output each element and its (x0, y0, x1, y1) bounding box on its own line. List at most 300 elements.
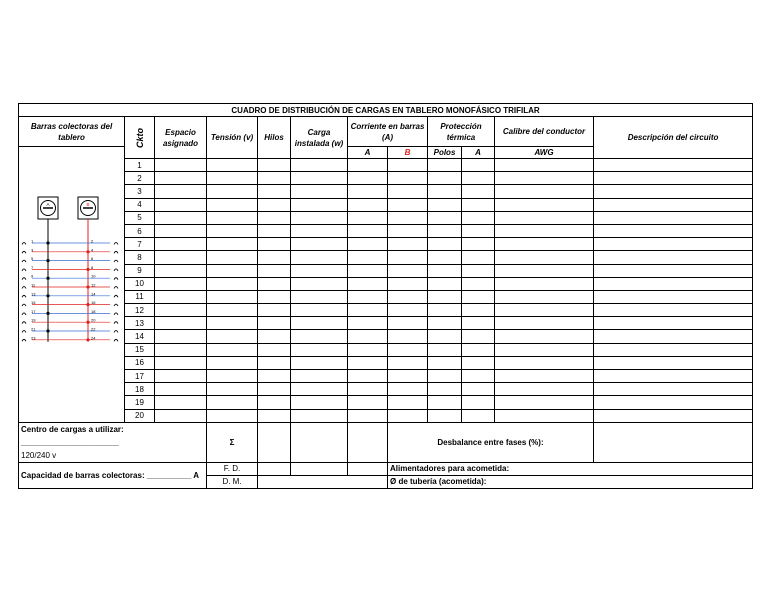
carga-cell[interactable] (291, 356, 348, 369)
calibre-cell[interactable] (495, 330, 594, 343)
breaker-a-icon-label: A (46, 202, 50, 207)
bus-tap-dot (86, 250, 89, 253)
terminal-icon (114, 243, 118, 245)
polos-cell[interactable] (428, 330, 462, 343)
hilos-cell[interactable] (258, 277, 291, 290)
corriente-a-cell[interactable] (348, 238, 388, 251)
circuit-row (19, 343, 753, 356)
hilos-cell[interactable] (258, 185, 291, 198)
hilos-cell[interactable] (258, 409, 291, 422)
hilos-cell[interactable] (258, 304, 291, 317)
carga-cell[interactable] (291, 330, 348, 343)
espacio-cell[interactable] (155, 211, 207, 224)
hilos-cell[interactable] (258, 159, 291, 172)
left-circuit-number: 7 (31, 264, 34, 270)
circuit-number: 9 (125, 264, 155, 277)
corriente-a-cell[interactable] (348, 304, 388, 317)
amperes-cell[interactable] (462, 343, 495, 356)
amperes-cell[interactable] (462, 330, 495, 343)
espacio-cell[interactable] (155, 370, 207, 383)
header-descripcion: Descripción del circuito (594, 117, 753, 159)
corriente-b-cell[interactable] (388, 277, 428, 290)
circuit-row (19, 409, 753, 422)
amperes-cell[interactable] (462, 383, 495, 396)
carga-cell[interactable] (291, 238, 348, 251)
tension-cell[interactable] (207, 211, 258, 224)
circuit-row (19, 238, 753, 251)
espacio-cell[interactable] (155, 198, 207, 211)
polos-cell[interactable] (428, 383, 462, 396)
hilos-cell[interactable] (258, 317, 291, 330)
amperes-cell[interactable] (462, 396, 495, 409)
circuit-row (19, 224, 753, 237)
circuit-row (19, 317, 753, 330)
calibre-cell[interactable] (495, 198, 594, 211)
polos-cell[interactable] (428, 277, 462, 290)
hilos-cell[interactable] (258, 211, 291, 224)
amperes-cell[interactable] (462, 251, 495, 264)
polos-cell[interactable] (428, 409, 462, 422)
corriente-a-cell[interactable] (348, 198, 388, 211)
carga-cell[interactable] (291, 211, 348, 224)
bus-tap-dot (86, 321, 89, 324)
descripcion-cell[interactable] (594, 343, 753, 356)
desbalance-cell: Desbalance entre fases (%): (388, 422, 594, 462)
amperes-cell[interactable] (462, 277, 495, 290)
header-ckto (125, 117, 155, 159)
hilos-cell[interactable] (258, 356, 291, 369)
left-circuit-number: 15 (31, 300, 36, 306)
sigma-carga (258, 422, 291, 462)
left-circuit-number: 19 (31, 317, 36, 323)
left-circuit-number: 21 (31, 326, 36, 332)
calibre-cell[interactable] (495, 304, 594, 317)
right-circuit-number: 10 (91, 273, 96, 279)
tension-cell[interactable] (207, 185, 258, 198)
polos-cell[interactable] (428, 356, 462, 369)
left-circuit-number: 23 (31, 335, 36, 341)
circuit-number: 5 (125, 211, 155, 224)
descripcion-cell[interactable] (594, 172, 753, 185)
circuit-number: 6 (125, 224, 155, 237)
circuit-row (19, 159, 753, 172)
ckto-label: Ckto (134, 127, 145, 148)
circuit-row (19, 383, 753, 396)
load-table (18, 103, 753, 489)
tension-cell[interactable] (207, 383, 258, 396)
polos-cell[interactable] (428, 185, 462, 198)
calibre-cell[interactable] (495, 251, 594, 264)
right-circuit-number: 12 (91, 282, 96, 288)
corriente-a-cell[interactable] (348, 383, 388, 396)
header-calibre: Calibre del conductor (495, 117, 594, 147)
terminal-icon (22, 278, 26, 280)
descripcion-cell[interactable] (594, 383, 753, 396)
right-circuit-number: 6 (91, 256, 94, 262)
dm-value (258, 475, 388, 488)
amperes-cell[interactable] (462, 172, 495, 185)
amperes-cell[interactable] (462, 211, 495, 224)
right-circuit-number: 22 (91, 326, 96, 332)
corriente-b-cell[interactable] (388, 172, 428, 185)
polos-cell[interactable] (428, 172, 462, 185)
terminal-icon (114, 322, 118, 324)
carga-cell[interactable] (291, 370, 348, 383)
tension-cell[interactable] (207, 251, 258, 264)
carga-cell[interactable] (291, 198, 348, 211)
left-circuit-number: 17 (31, 308, 36, 314)
hilos-cell[interactable] (258, 370, 291, 383)
calibre-cell[interactable] (495, 356, 594, 369)
centro-label: Centro de cargas a utilizar: ______________________ (21, 424, 124, 447)
header-proteccion: Protección térmica (428, 117, 495, 147)
left-circuit-number: 1 (31, 238, 34, 244)
tension-cell[interactable] (207, 343, 258, 356)
circuit-row (19, 172, 753, 185)
amperes-cell[interactable] (462, 356, 495, 369)
circuit-number: 8 (125, 251, 155, 264)
fd-a (291, 462, 348, 475)
circuit-number: 17 (125, 370, 155, 383)
descripcion-cell[interactable] (594, 264, 753, 277)
hilos-cell[interactable] (258, 238, 291, 251)
corriente-a-cell[interactable] (348, 159, 388, 172)
carga-cell[interactable] (291, 251, 348, 264)
corriente-a-cell[interactable] (348, 251, 388, 264)
hilos-cell[interactable] (258, 383, 291, 396)
terminal-icon (114, 304, 118, 306)
corriente-a-cell[interactable] (348, 330, 388, 343)
circuit-number: 3 (125, 185, 155, 198)
corriente-a-cell[interactable] (348, 370, 388, 383)
corriente-a-cell[interactable] (348, 224, 388, 237)
circuit-number: 2 (125, 172, 155, 185)
espacio-cell[interactable] (155, 251, 207, 264)
corriente-b-cell[interactable] (388, 383, 428, 396)
descripcion-cell[interactable] (594, 396, 753, 409)
espacio-cell[interactable] (155, 356, 207, 369)
descripcion-cell[interactable] (594, 198, 753, 211)
amperes-cell[interactable] (462, 370, 495, 383)
amperes-cell[interactable] (462, 198, 495, 211)
circuit-row (19, 370, 753, 383)
descripcion-cell[interactable] (594, 290, 753, 303)
tension-cell[interactable] (207, 356, 258, 369)
terminal-icon (22, 331, 26, 333)
corriente-b-cell[interactable] (388, 211, 428, 224)
corriente-b-cell[interactable] (388, 304, 428, 317)
calibre-cell[interactable] (495, 383, 594, 396)
carga-cell[interactable] (291, 185, 348, 198)
descripcion-cell[interactable] (594, 251, 753, 264)
descripcion-cell[interactable] (594, 330, 753, 343)
bus-tap-dot (46, 329, 49, 332)
tension-cell[interactable] (207, 224, 258, 237)
busbar-diagram (18, 146, 124, 421)
hilos-cell[interactable] (258, 172, 291, 185)
left-circuit-number: 9 (31, 273, 34, 279)
espacio-cell[interactable] (155, 396, 207, 409)
circuit-row (19, 356, 753, 369)
circuit-number: 4 (125, 198, 155, 211)
tension-cell[interactable] (207, 264, 258, 277)
amperes-cell[interactable] (462, 317, 495, 330)
corriente-a-cell[interactable] (348, 264, 388, 277)
carga-cell[interactable] (291, 264, 348, 277)
espacio-cell[interactable] (155, 159, 207, 172)
circuit-row (19, 211, 753, 224)
descripcion-cell[interactable] (594, 370, 753, 383)
calibre-cell[interactable] (495, 290, 594, 303)
right-circuit-number: 20 (91, 317, 96, 323)
circuit-row (19, 251, 753, 264)
calibre-cell[interactable] (495, 264, 594, 277)
capacidad-cell: Capacidad de barras colectoras: __________ A (19, 462, 207, 488)
corriente-b-cell[interactable] (388, 330, 428, 343)
hilos-cell[interactable] (258, 198, 291, 211)
right-circuit-number: 2 (91, 238, 94, 244)
amperes-cell[interactable] (462, 224, 495, 237)
polos-cell[interactable] (428, 198, 462, 211)
tension-cell[interactable] (207, 198, 258, 211)
calibre-cell[interactable] (495, 409, 594, 422)
circuit-number: 10 (125, 277, 155, 290)
descripcion-cell[interactable] (594, 238, 753, 251)
corriente-a-cell[interactable] (348, 356, 388, 369)
circuit-row (19, 198, 753, 211)
sigma-b (348, 422, 388, 462)
terminal-icon (114, 260, 118, 262)
corriente-b-cell[interactable] (388, 317, 428, 330)
descripcion-cell[interactable] (594, 224, 753, 237)
polos-cell[interactable] (428, 304, 462, 317)
calibre-cell[interactable] (495, 396, 594, 409)
terminal-icon (22, 260, 26, 262)
corriente-b-cell[interactable] (388, 370, 428, 383)
tension-cell[interactable] (207, 290, 258, 303)
dm-label: D. M. (207, 475, 258, 488)
espacio-cell[interactable] (155, 224, 207, 237)
subheader-polos: Polos (428, 147, 462, 159)
calibre-cell[interactable] (495, 224, 594, 237)
corriente-b-cell[interactable] (388, 409, 428, 422)
left-circuit-number: 11 (31, 282, 36, 288)
espacio-cell[interactable] (155, 304, 207, 317)
terminal-icon (22, 339, 26, 341)
corriente-a-cell[interactable] (348, 290, 388, 303)
polos-cell[interactable] (428, 159, 462, 172)
tension-cell[interactable] (207, 172, 258, 185)
polos-cell[interactable] (428, 264, 462, 277)
polos-cell[interactable] (428, 290, 462, 303)
espacio-cell[interactable] (155, 277, 207, 290)
hilos-cell[interactable] (258, 290, 291, 303)
carga-cell[interactable] (291, 383, 348, 396)
carga-cell[interactable] (291, 224, 348, 237)
tension-cell[interactable] (207, 396, 258, 409)
tension-cell[interactable] (207, 159, 258, 172)
polos-cell[interactable] (428, 251, 462, 264)
circuit-number: 14 (125, 330, 155, 343)
terminal-icon (114, 339, 118, 341)
espacio-cell[interactable] (155, 317, 207, 330)
corriente-b-cell[interactable] (388, 356, 428, 369)
espacio-cell[interactable] (155, 330, 207, 343)
amperes-cell[interactable] (462, 409, 495, 422)
bus-tap-dot (46, 241, 49, 244)
calibre-cell[interactable] (495, 277, 594, 290)
descripcion-cell[interactable] (594, 317, 753, 330)
espacio-cell[interactable] (155, 343, 207, 356)
descripcion-cell[interactable] (594, 304, 753, 317)
descripcion-cell[interactable] (594, 211, 753, 224)
bus-tap-dot (46, 259, 49, 262)
alimentadores-cell: Alimentadores para acometida: (388, 462, 753, 475)
polos-cell[interactable] (428, 224, 462, 237)
circuit-number: 12 (125, 304, 155, 317)
descripcion-cell[interactable] (594, 277, 753, 290)
corriente-b-cell[interactable] (388, 238, 428, 251)
calibre-cell[interactable] (495, 172, 594, 185)
amperes-cell[interactable] (462, 304, 495, 317)
fd-label: F. D. (207, 462, 258, 475)
hilos-cell[interactable] (258, 264, 291, 277)
terminal-icon (22, 269, 26, 271)
carga-cell[interactable] (291, 159, 348, 172)
corriente-b-cell[interactable] (388, 290, 428, 303)
hilos-cell[interactable] (258, 224, 291, 237)
corriente-b-cell[interactable] (388, 343, 428, 356)
tension-cell[interactable] (207, 238, 258, 251)
circuit-number: 19 (125, 396, 155, 409)
amperes-cell[interactable] (462, 185, 495, 198)
amperes-cell[interactable] (462, 159, 495, 172)
terminal-icon (114, 313, 118, 315)
bus-tap-dot (86, 303, 89, 306)
tension-cell[interactable] (207, 409, 258, 422)
corriente-b-cell[interactable] (388, 185, 428, 198)
corriente-b-cell[interactable] (388, 159, 428, 172)
corriente-a-cell[interactable] (348, 211, 388, 224)
calibre-cell[interactable] (495, 211, 594, 224)
left-circuit-number: 5 (31, 256, 34, 262)
tension-cell[interactable] (207, 317, 258, 330)
carga-cell[interactable] (291, 317, 348, 330)
corriente-b-cell[interactable] (388, 224, 428, 237)
corriente-a-cell[interactable] (348, 409, 388, 422)
hilos-cell[interactable] (258, 251, 291, 264)
polos-cell[interactable] (428, 396, 462, 409)
calibre-cell[interactable] (495, 238, 594, 251)
terminal-icon (22, 322, 26, 324)
corriente-a-cell[interactable] (348, 343, 388, 356)
espacio-cell[interactable] (155, 383, 207, 396)
espacio-cell[interactable] (155, 264, 207, 277)
right-circuit-number: 18 (91, 308, 96, 314)
amperes-cell[interactable] (462, 238, 495, 251)
circuit-row (19, 330, 753, 343)
espacio-cell[interactable] (155, 185, 207, 198)
desbalance-value (594, 422, 753, 462)
right-circuit-number: 4 (91, 247, 94, 253)
carga-cell[interactable] (291, 343, 348, 356)
amperes-cell[interactable] (462, 290, 495, 303)
load-distribution-sheet (18, 103, 752, 488)
espacio-cell[interactable] (155, 290, 207, 303)
terminal-icon (22, 304, 26, 306)
corriente-a-cell[interactable] (348, 277, 388, 290)
terminal-icon (114, 295, 118, 297)
corriente-a-cell[interactable] (348, 172, 388, 185)
corriente-a-cell[interactable] (348, 396, 388, 409)
bus-tap-dot (46, 277, 49, 280)
descripcion-cell[interactable] (594, 159, 753, 172)
hilos-cell[interactable] (258, 396, 291, 409)
descripcion-cell[interactable] (594, 409, 753, 422)
descripcion-cell[interactable] (594, 356, 753, 369)
bus-tap-dot (86, 338, 89, 341)
corriente-a-cell[interactable] (348, 185, 388, 198)
carga-cell[interactable] (291, 409, 348, 422)
terminal-icon (22, 295, 26, 297)
circuit-number: 1 (125, 159, 155, 172)
tension-cell[interactable] (207, 277, 258, 290)
voltage-label: 120/240 v (21, 450, 57, 460)
polos-cell[interactable] (428, 317, 462, 330)
corriente-b-cell[interactable] (388, 264, 428, 277)
calibre-cell[interactable] (495, 343, 594, 356)
tension-cell[interactable] (207, 330, 258, 343)
calibre-cell[interactable] (495, 159, 594, 172)
polos-cell[interactable] (428, 343, 462, 356)
corriente-b-cell[interactable] (388, 198, 428, 211)
circuit-row (19, 396, 753, 409)
corriente-a-cell[interactable] (348, 317, 388, 330)
table-title: CUADRO DE DISTRIBUCIÓN DE CARGAS EN TABLERO MONOFÁSICO TRIFILAR (19, 104, 753, 117)
polos-cell[interactable] (428, 211, 462, 224)
carga-cell[interactable] (291, 396, 348, 409)
circuit-row (19, 277, 753, 290)
right-circuit-number: 14 (91, 291, 96, 297)
circuit-row (19, 304, 753, 317)
hilos-cell[interactable] (258, 330, 291, 343)
left-circuit-number: 13 (31, 291, 36, 297)
calibre-cell[interactable] (495, 370, 594, 383)
espacio-cell[interactable] (155, 172, 207, 185)
tension-cell[interactable] (207, 370, 258, 383)
carga-cell[interactable] (291, 277, 348, 290)
sigma-cell: Σ (207, 422, 258, 462)
circuit-row (19, 290, 753, 303)
descripcion-cell[interactable] (594, 185, 753, 198)
carga-cell[interactable] (291, 304, 348, 317)
espacio-cell[interactable] (155, 238, 207, 251)
corriente-b-cell[interactable] (388, 396, 428, 409)
polos-cell[interactable] (428, 238, 462, 251)
calibre-cell[interactable] (495, 317, 594, 330)
calibre-cell[interactable] (495, 185, 594, 198)
espacio-cell[interactable] (155, 409, 207, 422)
amperes-cell[interactable] (462, 264, 495, 277)
polos-cell[interactable] (428, 370, 462, 383)
carga-cell[interactable] (291, 172, 348, 185)
circuit-number: 11 (125, 290, 155, 303)
carga-cell[interactable] (291, 290, 348, 303)
corriente-b-cell[interactable] (388, 251, 428, 264)
circuit-number: 16 (125, 356, 155, 369)
tension-cell[interactable] (207, 304, 258, 317)
hilos-cell[interactable] (258, 343, 291, 356)
